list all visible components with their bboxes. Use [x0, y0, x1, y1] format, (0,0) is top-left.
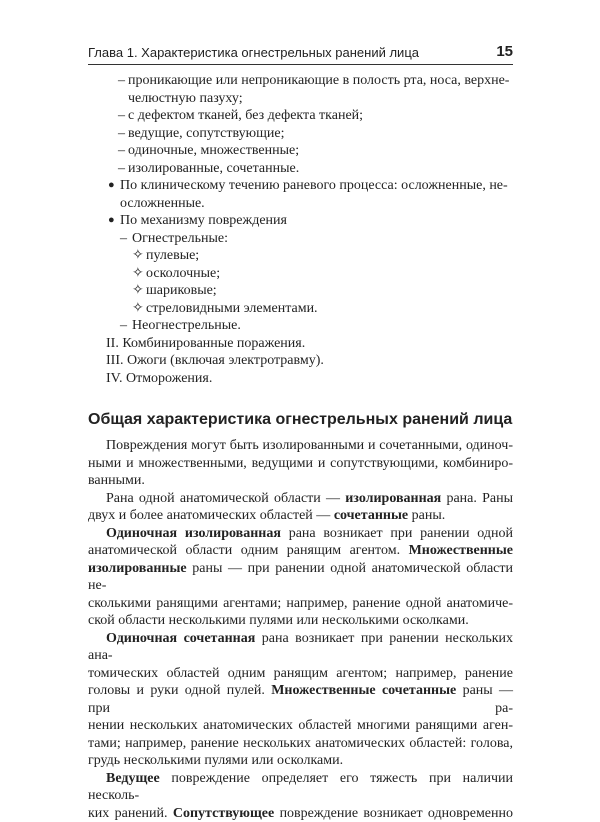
dash-marker: – [118, 142, 125, 160]
sub-list-item: ✧ осколочные; [88, 265, 513, 283]
dash-marker: – [118, 107, 125, 125]
page-body [88, 72, 513, 822]
list-item: – Огнестрельные: [88, 230, 513, 248]
list-item: – одиночные, множественные; [88, 142, 513, 160]
list-item: – с дефектом тканей, без дефекта тканей; [88, 107, 513, 125]
dash-marker: – [118, 72, 125, 90]
diamond-bullet-icon: ✧ [132, 282, 144, 300]
bullet-item: ● По механизму повреждения [88, 212, 513, 230]
header-rule [88, 64, 513, 65]
page-number: 15 [496, 43, 513, 60]
section-heading: Общая характеристика огнестрельных ранений лица [88, 410, 513, 430]
dash-marker: – [120, 230, 127, 248]
diamond-bullet-icon: ✧ [132, 247, 144, 265]
roman-item: II. Комбинированные поражения. [88, 335, 513, 353]
list-item-continuation: челюстную пазуху; [88, 90, 513, 108]
dash-marker: – [118, 160, 125, 178]
bullet-item: ● По клиническому течению раневого процесса: осложненные, не- [88, 177, 513, 195]
dash-marker: – [120, 317, 127, 335]
paragraph: Одиночная изолированная рана возникает при ранении одной анатомической области одним ранящим агентом. Множественные изолированные раны — при ранении одной анатомической области не- сколькими ранящими агентами; например, ранение одной анатомиче- ской области несколькими пулями или несколькими осколками. [88, 525, 513, 630]
chapter-title: Глава 1. Характеристика огнестрельных ранений лица [88, 45, 419, 60]
list-item: – Неогнестрельные. [88, 317, 513, 335]
bullet-item-continuation: осложненные. [88, 195, 513, 213]
roman-item: IV. Отморожения. [88, 370, 513, 388]
list-item: – проникающие или непроникающие в полость рта, носа, верхне- [88, 72, 513, 90]
sub-list-item: ✧ стреловидными элементами. [88, 300, 513, 318]
bullet-icon: ● [108, 177, 115, 195]
list-item: – изолированные, сочетанные. [88, 160, 513, 178]
dash-marker: – [118, 125, 125, 143]
sub-list-item: ✧ пулевые; [88, 247, 513, 265]
diamond-bullet-icon: ✧ [132, 300, 144, 318]
paragraph: Одиночная сочетанная рана возникает при ранении нескольких ана- томических областей одним ранящим агентом; например, ранение головы и руки одной пулей. Множественные сочетанные раны — при ра- нении нескольких анатомических областей многими ранящими аген- тами; например, ранение нескольких анатомических областей: голова, грудь несколькими пулями или осколками. [88, 630, 513, 770]
paragraph: Ведущее повреждение определяет его тяжесть при наличии несколь- ких ранений. Сопутствующее повреждение возникает одновременно [88, 770, 513, 822]
bullet-icon: ● [108, 212, 115, 230]
paragraph: Рана одной анатомической области — изолированная рана. Раны двух и более анатомических областей — сочетанные раны. [88, 490, 513, 525]
diamond-bullet-icon: ✧ [132, 265, 144, 283]
roman-item: III. Ожоги (включая электротравму). [88, 352, 513, 370]
running-header [88, 42, 513, 64]
sub-list-item: ✧ шариковые; [88, 282, 513, 300]
list-item: – ведущие, сопутствующие; [88, 125, 513, 143]
paragraph: Повреждения могут быть изолированными и сочетанными, одиноч- ными и множественными, ведущими и сопутствующими, комбиниро- ванными. [88, 437, 513, 490]
